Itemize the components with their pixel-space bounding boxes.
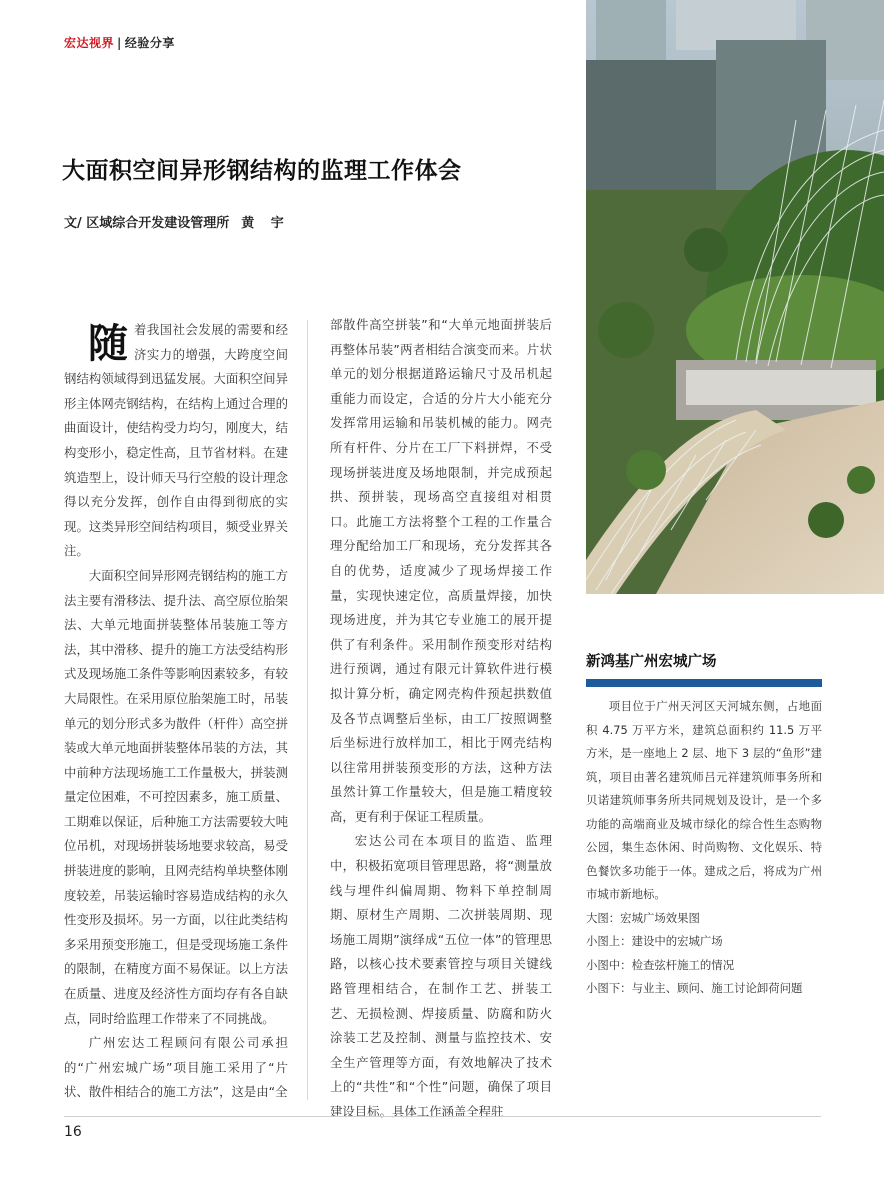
body-column-middle	[330, 313, 552, 1119]
body-paragraph: 部散件高空拼装”和“大单元地面拼装后再整体吊装”两者相结合演变而来。片状单元的划分根据道路运输尺寸及吊机起重能力而设定，合适的分片大小能充分发挥常用运输和吊装机械的能力。网壳所有杆件、分片在工厂下料拼焊，不受现场拼装进度及场地限制，并完成预起拱、预拼装，现场高空直接组对相贯口。此施工方法将整个工程的工作量合理分配给加工厂和现场，充分发挥其各自的优势，适度减少了现场焊接工作量，实现快速定位，高质量焊接，加快现场进度，并为其它专业施工的展开提供了有利条件。采用制作预变形对结构进行预调，通过有限元计算软件进行模拟计算分析，确定网壳构件预起拱数值及各节点调整后坐标，由工厂按照调整后坐标进行放样加工，相比于网壳结构以往常用拼装预变形的方法，这种方法虽然计算工作量较大，但是施工精度较高，更有利于保证工程质量。	[330, 317, 552, 824]
magazine-header	[64, 34, 175, 51]
body-column-left	[64, 318, 288, 1100]
byline-affiliation: 文/ 区域综合开发建设管理所	[64, 216, 230, 231]
body-paragraph: 随着我国社会发展的需要和经济实力的增强，大跨度空间钢结构领域得到迅猛发展。大面积空间异形主体网壳钢结构，在结构上通过合理的曲面设计，使结构受力均匀，刚度大，结构变形小，稳定性高，且节省材料。在建筑造型上，设计师天马行空般的设计理念得以充分发挥，创作自由得到彻底的实现。这类异形空间结构项目，频受业界关注。	[64, 321, 288, 559]
author-name: 黄 宇	[241, 216, 290, 231]
article-title: 大面积空间异形钢结构的监理工作体会	[62, 158, 462, 184]
caption-middle: 小图中：检查弦杆施工的情况	[586, 957, 735, 972]
sidebar-accent-bar	[586, 679, 822, 687]
sidebar-title: 新鸿基广州宏城广场	[586, 654, 717, 670]
byline	[64, 212, 290, 231]
footer-rule	[64, 1116, 821, 1117]
body-paragraph: 宏达公司在本项目的监造、监理中，积极拓宽项目管理思路，将“测量放线与埋件纠偏周期、物料下单控制周期、原材生产周期、二次拼装周期、现场施工周期”演绎成“五位一体”的管理思路，以核心技术要素管控与项目关键线路管理相结合，在制作工艺、拼装工艺、无损检测、焊接质量、防腐和防火涂装工艺及控制、测量与监控技术、安全生产管理等方面，有效地解决了技术上的“共性”和“个性”问题，确保了项目建设目标。具体工作涵盖全程驻	[330, 833, 552, 1119]
body-paragraph: 广州宏达工程顾问有限公司承担的“广州宏城广场”项目施工采用了“片状、散件相结合的施工方法”，这是由“全	[64, 1035, 288, 1100]
magazine-brand: 宏达视界	[64, 36, 115, 50]
image-captions	[586, 907, 822, 1001]
column-divider	[307, 320, 308, 1100]
page-number: 16	[64, 1124, 82, 1140]
project-sidebar	[586, 650, 822, 1001]
caption-upper: 小图上：建设中的宏城广场	[586, 934, 723, 948]
drop-cap: 随	[88, 321, 128, 367]
caption-lower: 小图下：与业主、顾问、施工讨论卸荷问题	[586, 981, 803, 995]
section-name: 经验分享	[124, 36, 175, 50]
sidebar-description: 项目位于广州天河区天河城东侧，占地面积 4.75 万平方米，建筑总面积约 11.5 万平方米，是一座地上 2 层、地下 3 层的“鱼形”建筑，项目由著名建筑师吕元祥建筑师事务所和贝诺建筑师事务所共同规划及设计，是一个多功能的高端商业及城市绿化的综合性生态购物公园，集生态休闲、时尚购物、文化娱乐、特色餐饮多功能于一体。建成之后，将成为广州市城市新地标。	[586, 699, 822, 901]
header-separator: |	[117, 36, 122, 50]
plaza-rendering-image	[586, 0, 884, 594]
caption-main: 大图：宏城广场效果图	[586, 910, 700, 925]
body-paragraph: 大面积空间异形网壳钢结构的施工方法主要有滑移法、提升法、高空原位胎架法、大单元地面拼装整体吊装施工等方法，其中滑移、提升的施工方法受结构形式及现场施工条件等影响因素较多，有较大局限性。在采用原位胎架施工时，吊装单元的划分形式多为散件（杆件）高空拼装或大单元地面拼装整体吊装的方法，其中前种方法现场施工工作量极大，拼装测量定位困难，不可控因素多，施工质量、工期难以保证，后种施工方法需要较大吨位吊机，对现场拼装场地要求较高，易受拼装进度的影响，且网壳结构单块整体刚度较差，吊装运输时容易造成结构的永久性变形及损坏。另一方面，以往此类结构多采用预变形施工，但是受现场施工条件的限制，在精度方面不易保证。以上方法在质量、进度及经济性方面均存有各自缺点，同时给监理工作带来了不同挑战。	[64, 567, 288, 1026]
